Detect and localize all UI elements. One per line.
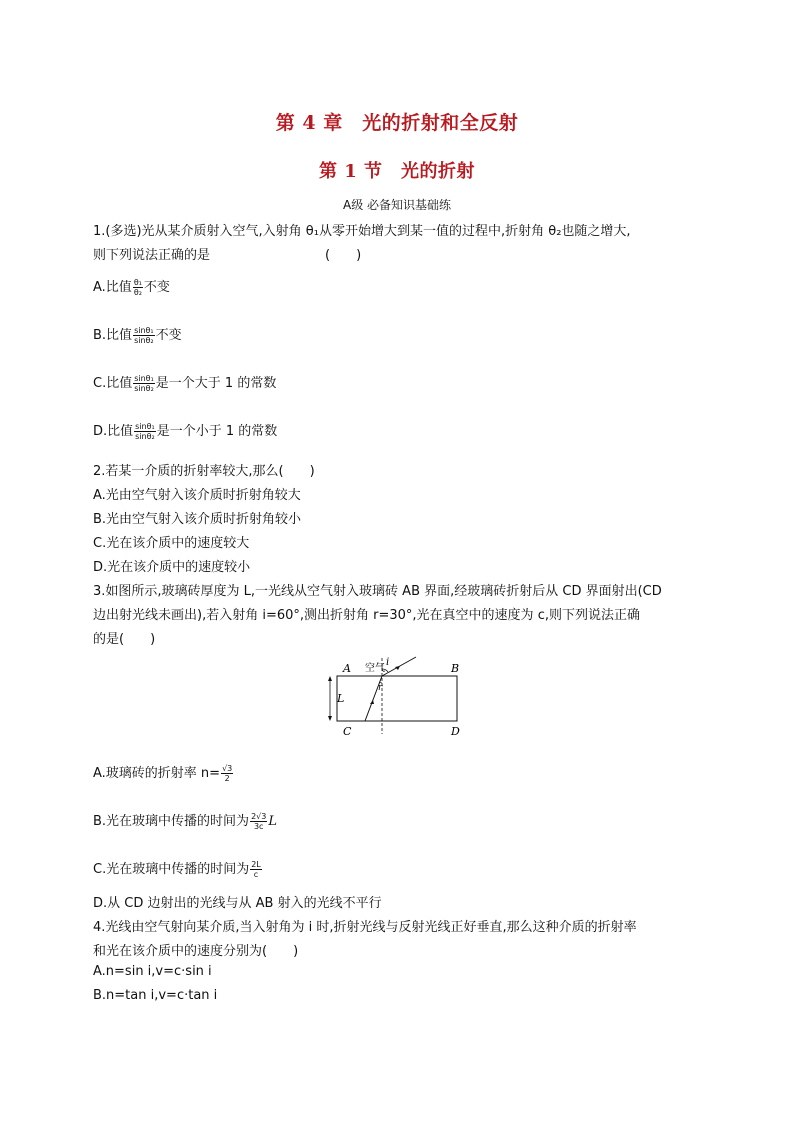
q1-option-b-prefix: B.比值 bbox=[93, 328, 133, 343]
q3-option-c bbox=[93, 858, 263, 879]
q4-stem-line1: 4.光线由空气射向某介质,当入射角为 i 时,折射光线与反射光线正好垂直,那么这种介质的折射率 bbox=[93, 920, 637, 935]
q3-option-a bbox=[93, 762, 234, 783]
q1-option-d-suffix: 是一个小于 1 的常数 bbox=[156, 424, 278, 439]
q4-option-a: A.n=sin i,v=c·sin i bbox=[93, 964, 212, 979]
q1-option-a-suffix: 不变 bbox=[143, 280, 170, 295]
q3-option-a-fraction bbox=[221, 764, 233, 783]
q3-stem-line2: 边出射光线未画出),若入射角 i=60°,测出折射角 r=30°,光在真空中的速度为 c,则下列说法正确 bbox=[93, 608, 640, 623]
q2-stem: 2.若某一介质的折射率较大,那么( ) bbox=[93, 464, 315, 479]
chapter-title: 第 4 章 光的折射和全反射 bbox=[275, 112, 519, 134]
q4-stem-line2: 和光在该介质中的速度分别为( ) bbox=[93, 944, 299, 959]
q3-option-c-den: c bbox=[253, 870, 259, 879]
q1-option-b-num: sinθ₁ bbox=[134, 326, 154, 335]
q1-option-c-prefix: C.比值 bbox=[93, 376, 133, 391]
label-b: B bbox=[451, 662, 460, 675]
q3-option-b-prefix: B.光在玻璃中传播的时间为 bbox=[93, 814, 250, 829]
q1-option-b-den: sinθ₂ bbox=[134, 336, 154, 345]
label-c: C bbox=[343, 725, 352, 738]
q1-option-c-suffix: 是一个大于 1 的常数 bbox=[155, 376, 277, 391]
q1-option-d-den: sinθ₂ bbox=[135, 432, 155, 441]
q2-option-a: A.光由空气射入该介质时折射角较大 bbox=[93, 488, 301, 503]
q1-option-d bbox=[93, 420, 277, 441]
q1-option-b bbox=[93, 324, 182, 345]
label-air: 空气 bbox=[365, 663, 385, 674]
q3-option-a-num: √3 bbox=[222, 764, 233, 773]
q1-option-c-num: sinθ₁ bbox=[134, 374, 154, 383]
label-l: L bbox=[337, 692, 345, 705]
q3-option-c-num: 2L bbox=[251, 860, 261, 869]
q2-option-c: C.光在该介质中的速度较大 bbox=[93, 536, 250, 551]
q1-option-a-fraction bbox=[133, 278, 143, 297]
q3-option-b-fraction bbox=[250, 812, 267, 831]
q1-option-c-fraction bbox=[133, 374, 155, 393]
q2-option-d: D.光在该介质中的速度较小 bbox=[93, 560, 251, 575]
q2-option-b: B.光由空气射入该介质时折射角较小 bbox=[93, 512, 302, 527]
q3-option-c-prefix: C.光在玻璃中传播的时间为 bbox=[93, 862, 250, 877]
q1-stem-line2: 则下列说法正确的是 bbox=[93, 248, 211, 263]
q3-option-d: D.从 CD 边射出的光线与从 AB 射入的光线不平行 bbox=[93, 896, 382, 911]
level-heading: A级 必备知识基础练 bbox=[342, 198, 452, 212]
q3-option-b-den: 3c bbox=[253, 822, 264, 831]
q1-answer-paren: ( ) bbox=[325, 248, 362, 263]
q1-option-c bbox=[93, 372, 276, 393]
glass-brick-figure bbox=[320, 652, 480, 742]
q1-option-d-prefix: D.比值 bbox=[93, 424, 134, 439]
refracted-arrow bbox=[370, 700, 374, 704]
label-d: D bbox=[451, 725, 460, 738]
q1-option-c-den: sinθ₂ bbox=[134, 384, 154, 393]
q3-option-b-num: 2√3 bbox=[251, 812, 267, 821]
q1-option-b-fraction bbox=[133, 326, 155, 345]
q3-option-b bbox=[93, 810, 277, 831]
q3-option-c-fraction bbox=[250, 860, 262, 879]
thickness-arrow-top bbox=[328, 676, 332, 681]
q3-option-a-prefix: A.玻璃砖的折射率 n= bbox=[93, 766, 221, 781]
q1-stem-line1: 1.(多选)光从某介质射入空气,入射角 θ₁从零开始增大到某一值的过程中,折射角 θ₂也随之增大, bbox=[93, 224, 631, 239]
q1-option-a bbox=[93, 276, 170, 297]
q1-option-b-suffix: 不变 bbox=[155, 328, 182, 343]
q3-stem-line1: 3.如图所示,玻璃砖厚度为 L,一光线从空气射入玻璃砖 AB 界面,经玻璃砖折射后从 CD 界面射出(CD bbox=[93, 584, 662, 599]
label-a: A bbox=[343, 662, 351, 675]
q1-option-a-den: θ₂ bbox=[133, 288, 142, 297]
q1-option-d-num: sinθ₁ bbox=[135, 422, 155, 431]
q3-option-a-den: 2 bbox=[224, 774, 230, 783]
q1-option-a-num: θ₁ bbox=[133, 278, 142, 287]
label-r: r bbox=[378, 683, 383, 693]
label-i: i bbox=[386, 657, 390, 668]
q3-stem-line3: 的是( ) bbox=[93, 632, 156, 647]
q1-option-a-prefix: A.比值 bbox=[93, 280, 132, 295]
q4-option-b: B.n=tan i,v=c·tan i bbox=[93, 988, 218, 1003]
q3-option-b-suffix: L bbox=[268, 814, 277, 829]
section-title: 第 1 节 光的折射 bbox=[318, 161, 476, 182]
glass-brick-rect bbox=[337, 676, 457, 721]
thickness-arrow-bottom bbox=[328, 716, 332, 721]
q1-option-d-fraction bbox=[134, 422, 156, 441]
